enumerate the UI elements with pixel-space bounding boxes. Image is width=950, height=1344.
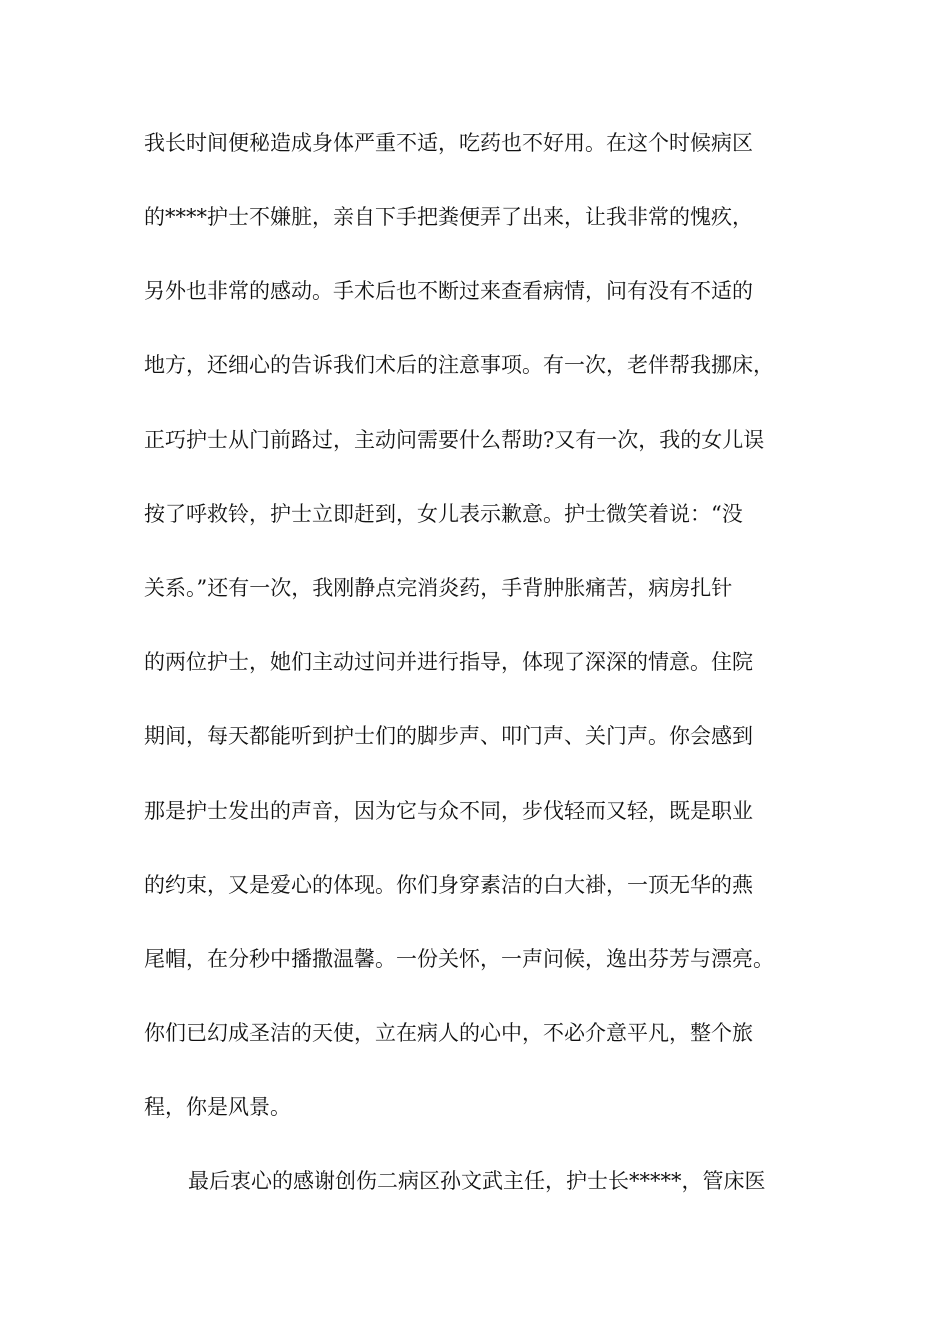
text-line-13: 你们已幻成圣洁的天使，立在病人的心中，不必介意平凡，整个旅 [144, 1021, 753, 1045]
text-line-15-indented: 最后衷心的感谢创伤二病区孙文武主任，护士长*****，管床医 [188, 1169, 766, 1193]
text-line-14: 程，你是风景。 [144, 1095, 291, 1119]
text-line-7: 关系。”还有一次，我刚静点完消炎药，手背肿胀痛苦，病房扎针 [144, 576, 733, 600]
text-line-8: 的两位护士，她们主动过问并进行指导，体现了深深的情意。住院 [144, 650, 753, 674]
text-line-6: 按了呼救铃，护士立即赶到，女儿表示歉意。护士微笑着说：“没 [144, 502, 743, 526]
text-line-5: 正巧护士从门前路过，主动问需要什么帮助?又有一次，我的女儿误 [144, 428, 765, 452]
text-line-12: 尾帽，在分秒中播撒温馨。一份关怀，一声问候，逸出芬芳与漂亮。 [144, 947, 774, 971]
text-line-4: 地方，还细心的告诉我们术后的注意事项。有一次，老伴帮我挪床， [144, 353, 774, 377]
text-line-9: 期间，每天都能听到护士们的脚步声、叩门声、关门声。你会感到 [144, 724, 753, 748]
text-line-1: 我长时间便秘造成身体严重不适，吃药也不好用。在这个时候病区 [144, 131, 753, 155]
text-line-2: 的****护士不嫌脏，亲自下手把粪便弄了出来，让我非常的愧疚， [144, 205, 753, 229]
text-line-3: 另外也非常的感动。手术后也不断过来查看病情，问有没有不适的 [144, 279, 753, 303]
text-line-10: 那是护士发出的声音，因为它与众不同，步伐轻而又轻，既是职业 [144, 799, 753, 823]
text-line-11: 的约束，又是爱心的体现。你们身穿素洁的白大褂，一顶无华的燕 [144, 873, 753, 897]
